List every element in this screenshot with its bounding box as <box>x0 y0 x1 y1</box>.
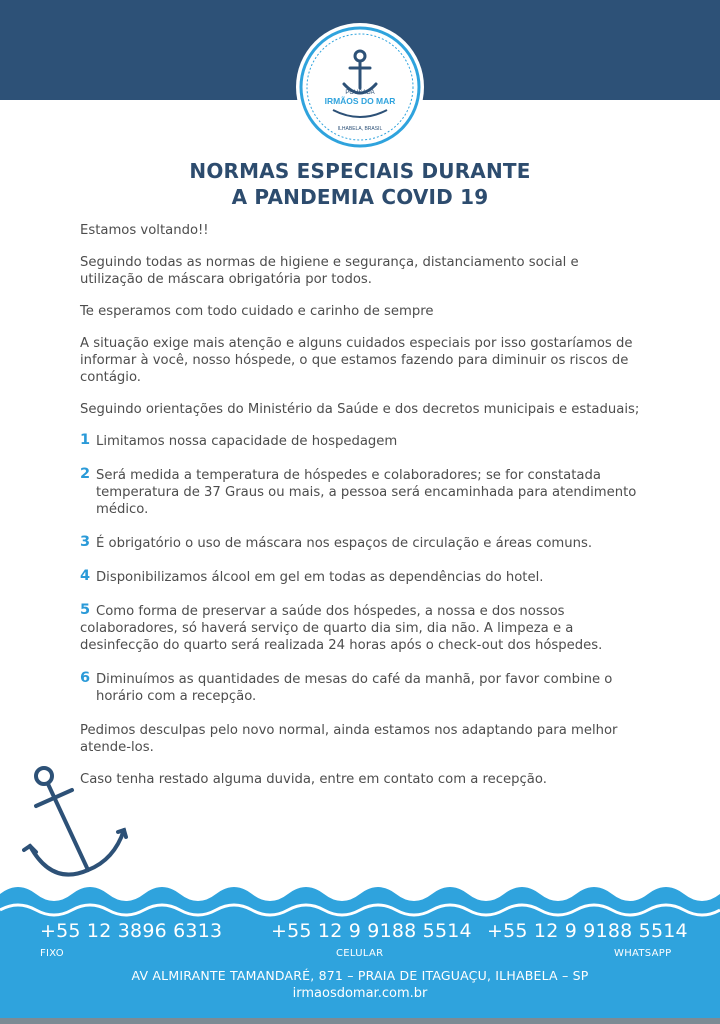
list-item <box>80 569 645 586</box>
item-number: 3 <box>80 534 91 550</box>
bottom-border <box>0 1018 720 1024</box>
intro-paragraph: Te esperamos com todo cuidado e carinho de sempre <box>80 304 434 319</box>
website-link[interactable]: irmaosdomar.com.br <box>292 986 428 1001</box>
anchor-icon <box>22 760 132 890</box>
item-number: 6 <box>80 670 91 686</box>
item-text: É obrigatório o uso de máscara nos espaços de circulação e áreas comuns. <box>96 536 593 551</box>
intro-paragraph: Seguindo todas as normas de higiene e segurança, distanciamento social e utilização de máscara obrigatória por todos. <box>80 255 579 287</box>
item-text: Diminuímos as quantidades de mesas do café da manhã, por favor combine o horário com a recepção. <box>96 672 613 704</box>
item-text: Limitamos nossa capacidade de hospedagem <box>96 434 398 449</box>
label-celular: CELULAR <box>336 948 384 959</box>
logo-line3: ILHABELA, BRASIL <box>337 126 383 132</box>
list-item <box>80 433 645 450</box>
item-number: 4 <box>80 568 91 584</box>
item-text: Será medida a temperatura de hóspedes e colaboradores; se for constatada temperatura de 37 Graus ou mais, a pessoa será encaminhada para atendimento médico. <box>96 468 637 517</box>
intro-paragraph: A situação exige mais atenção e alguns cuidados especiais por isso gostaríamos de informar à você, nosso hóspede, o que estamos fazendo para diminuir os riscos de contágio. <box>80 336 633 385</box>
list-item <box>80 603 645 654</box>
item-number: 2 <box>80 466 91 482</box>
address: AV ALMIRANTE TAMANDARÉ, 871 – PRAIA DE ITAGUAÇU, ILHABELA – SP <box>131 968 589 983</box>
item-number: 1 <box>80 432 91 448</box>
list-item <box>80 535 645 552</box>
logo-line2: IRMÃOS DO MAR <box>324 96 396 106</box>
closing-paragraph: Pedimos desculpas pelo novo normal, ainda estamos nos adaptando para melhor atende-los. <box>80 723 618 755</box>
intro-paragraph: Seguindo orientações do Ministério da Saúde e dos decretos municipais e estaduais; <box>80 402 640 417</box>
label-fixo: FIXO <box>40 948 64 959</box>
list-item <box>80 467 645 518</box>
item-text: Disponibilizamos álcool em gel em todas as dependências do hotel. <box>96 570 544 585</box>
phone-whatsapp[interactable]: +55 12 9 9188 5514 <box>487 920 688 942</box>
item-number: 5 <box>80 602 91 618</box>
logo <box>295 22 425 152</box>
list-item <box>80 671 645 705</box>
label-whatsapp: WHATSAPP <box>614 948 672 959</box>
title-line2: A PANDEMIA COVID 19 <box>231 185 489 209</box>
closing-paragraph: Caso tenha restado alguma duvida, entre em contato com a recepção. <box>80 772 547 787</box>
item-text: Como forma de preservar a saúde dos hóspedes, a nossa e dos nossos colaboradores, só haverá serviço de quarto dia sim, dia não. A limpeza e a desinfecção do quarto será realizada 24 horas após o check-out dos hóspedes. <box>80 604 603 653</box>
phone-fixo[interactable]: +55 12 3896 6313 <box>40 920 223 942</box>
logo-line1: POUSADA <box>345 90 375 96</box>
phone-celular[interactable]: +55 12 9 9188 5514 <box>271 920 472 942</box>
title-line1: NORMAS ESPECIAIS DURANTE <box>189 159 531 183</box>
page-title <box>0 158 720 210</box>
intro-paragraph: Estamos voltando!! <box>80 223 209 238</box>
content <box>80 222 645 803</box>
